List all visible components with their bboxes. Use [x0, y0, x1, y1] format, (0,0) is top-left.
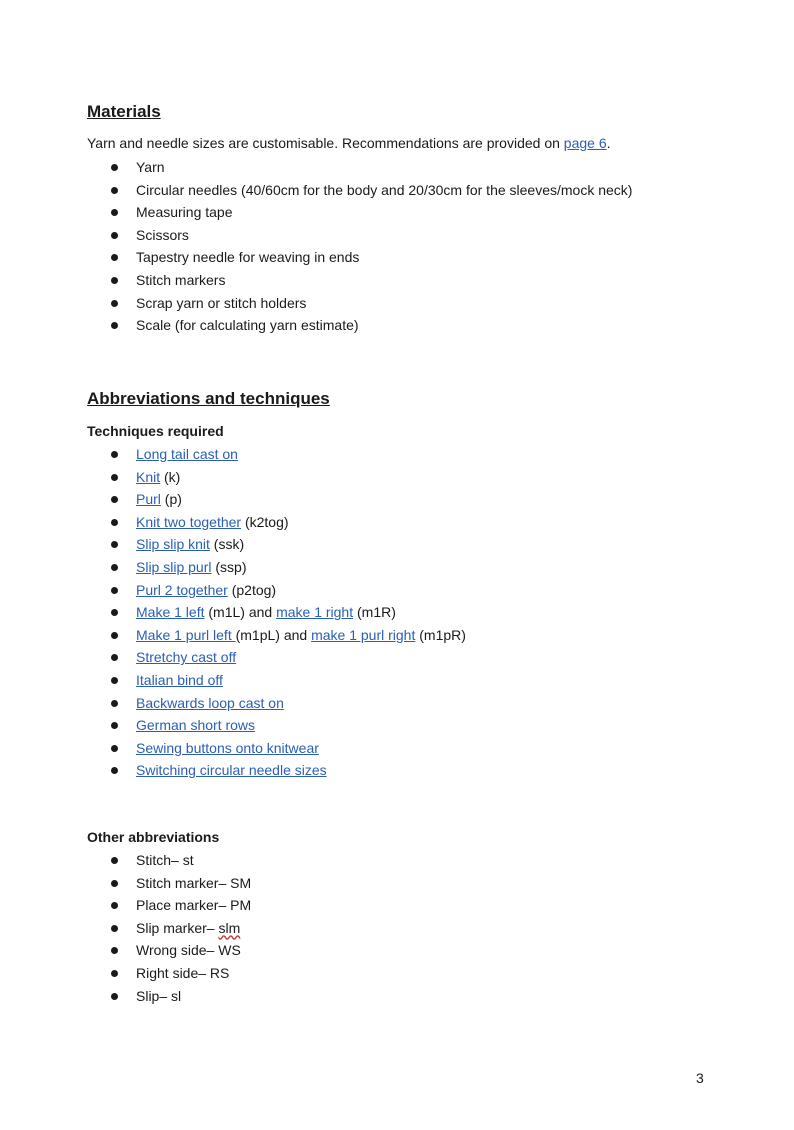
bullet-icon [111, 993, 118, 1000]
technique-link[interactable]: Slip slip knit [136, 536, 210, 553]
bullet-icon [111, 609, 118, 616]
list-item [0, 466, 466, 489]
bullet-icon [111, 902, 118, 909]
technique-link[interactable]: Backwards loop cast on [136, 694, 284, 711]
techniques-heading: Techniques required [87, 423, 224, 439]
bullet-icon [111, 496, 118, 503]
bullet-icon [111, 654, 118, 661]
materials-intro [87, 135, 611, 151]
technique-link[interactable]: Sewing buttons onto knitwear [136, 739, 319, 756]
bullet-icon [111, 300, 118, 307]
abbreviation-text: Slip– sl [136, 987, 182, 1004]
list-item [0, 985, 251, 1008]
list-item [0, 917, 251, 940]
technique-link[interactable]: Stretchy cast off [136, 649, 237, 666]
bullet-icon [111, 254, 118, 261]
list-item [0, 579, 466, 602]
technique-link[interactable]: Slip slip purl [136, 558, 212, 575]
bullet-icon [111, 880, 118, 887]
bullet-icon [111, 451, 118, 458]
abbreviation-text: Wrong side– WS [136, 942, 241, 959]
other-abbreviations-list [0, 849, 251, 1007]
technique-link[interactable]: make 1 purl right [311, 626, 416, 643]
list-item [0, 737, 466, 760]
abbreviation-text: (m1pR) [415, 626, 466, 643]
list-item [0, 269, 632, 292]
bullet-icon [111, 767, 118, 774]
list-item [0, 488, 466, 511]
abbreviation-text: (k2tog) [241, 513, 289, 530]
abbreviation-text: Slip marker– [136, 919, 219, 936]
page-6-link[interactable]: page 6 [563, 135, 607, 151]
abbreviation-text: Right side– RS [136, 964, 230, 981]
abbreviation-text: Stitch marker– SM [136, 874, 252, 891]
abbreviation-text: Stitch– st [136, 852, 194, 868]
list-item [0, 714, 466, 737]
bullet-icon [111, 632, 118, 639]
technique-link[interactable]: Switching circular needle sizes [136, 762, 327, 779]
list-item [0, 894, 251, 917]
technique-link[interactable]: make 1 right [276, 604, 354, 621]
list-item [0, 156, 632, 179]
list-item [0, 962, 251, 985]
list-item [0, 601, 466, 624]
bullet-icon [111, 322, 118, 329]
abbreviation-text: (ssp) [211, 558, 247, 575]
technique-link[interactable]: German short rows [136, 717, 256, 734]
bullet-icon [111, 947, 118, 954]
list-item-text: Scrap yarn or stitch holders [136, 294, 307, 311]
list-item [0, 201, 632, 224]
list-item [0, 692, 466, 715]
list-item [0, 872, 251, 895]
abbreviations-heading: Abbreviations and techniques [87, 389, 330, 408]
list-item [0, 246, 632, 269]
bullet-icon [111, 564, 118, 571]
techniques-list [0, 443, 466, 782]
bullet-icon [111, 277, 118, 284]
technique-link[interactable]: Knit two together [136, 513, 242, 530]
bullet-icon [111, 925, 118, 932]
list-item [0, 292, 632, 315]
bullet-icon [111, 700, 118, 707]
list-item [0, 849, 251, 872]
technique-link[interactable]: Make 1 left [136, 604, 205, 621]
list-item [0, 314, 632, 337]
list-item [0, 556, 466, 579]
other-abbreviations-heading: Other abbreviations [87, 829, 220, 845]
abbreviation-text: Place marker– PM [136, 897, 252, 914]
bullet-icon [111, 232, 118, 239]
list-item-text: Stitch markers [136, 271, 226, 288]
materials-list [0, 156, 632, 337]
technique-link[interactable]: Make 1 purl left [136, 626, 236, 643]
bullet-icon [111, 474, 118, 481]
materials-intro-end: . [606, 135, 611, 151]
technique-link[interactable]: Purl 2 together [136, 581, 228, 598]
bullet-icon [111, 745, 118, 752]
technique-link[interactable]: Knit [136, 468, 161, 485]
abbreviation-text: (p2tog) [227, 581, 277, 598]
bullet-icon [111, 164, 118, 171]
list-item [0, 224, 632, 247]
list-item [0, 533, 466, 556]
abbreviation-text: (k) [160, 468, 181, 485]
list-item [0, 511, 466, 534]
technique-link[interactable]: Italian bind off [136, 671, 223, 688]
list-item-text: Yarn [136, 159, 165, 175]
bullet-icon [111, 970, 118, 977]
materials-intro-text: Yarn and needle sizes are customisable. Recommendations are provided on [87, 135, 564, 151]
abbreviation-text: (p) [160, 491, 182, 508]
bullet-icon [111, 677, 118, 684]
list-item [0, 646, 466, 669]
technique-text: (m1pL) and [235, 626, 312, 643]
list-item-text: Circular needles (40/60cm for the body and 20/30cm for the sleeves/mock neck) [136, 181, 633, 198]
bullet-icon [111, 519, 118, 526]
page-number: 3 [696, 1070, 704, 1086]
list-item-text: Scissors [136, 226, 189, 243]
spellcheck-word: slm [218, 919, 241, 936]
list-item [0, 443, 466, 466]
abbreviation-text: (ssk) [209, 536, 245, 553]
list-item [0, 624, 466, 647]
abbreviation-text: (m1R) [353, 604, 396, 621]
bullet-icon [111, 209, 118, 216]
technique-link[interactable]: Purl [136, 491, 161, 508]
list-item-text: Scale (for calculating yarn estimate) [136, 317, 359, 334]
materials-heading: Materials [87, 102, 161, 121]
bullet-icon [111, 587, 118, 594]
list-item [0, 759, 466, 782]
technique-text: (m1L) and [204, 604, 277, 621]
bullet-icon [111, 541, 118, 548]
technique-link[interactable]: Long tail cast on [136, 446, 238, 462]
bullet-icon [111, 187, 118, 194]
list-item [0, 669, 466, 692]
list-item-text: Tapestry needle for weaving in ends [136, 249, 360, 266]
bullet-icon [111, 857, 118, 864]
list-item [0, 939, 251, 962]
list-item-text: Measuring tape [136, 204, 233, 221]
list-item [0, 179, 632, 202]
bullet-icon [111, 722, 118, 729]
